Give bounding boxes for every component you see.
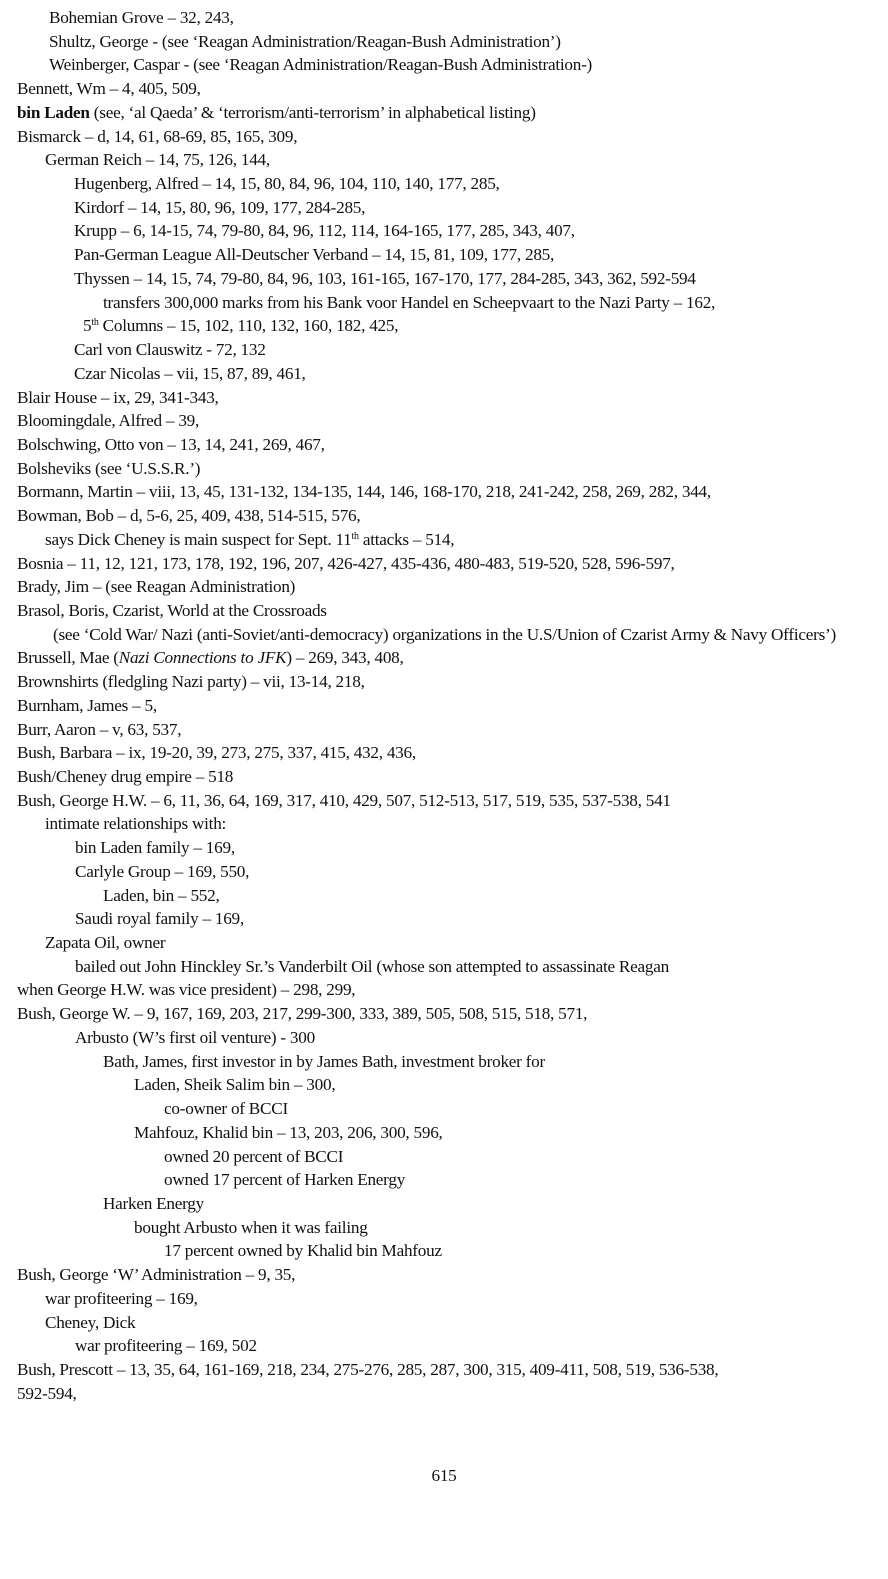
index-line: Bormann, Martin – viii, 13, 45, 131-132, 134-135, 144, 146, 168-170, 218, 241-242, 258, 269, 282, 344, (17, 482, 711, 502)
index-line: co-owner of BCCI (164, 1099, 288, 1119)
index-line: bought Arbusto when it was failing (134, 1217, 368, 1237)
index-line: Bush, George W. – 9, 167, 169, 203, 217, 299-300, 333, 389, 505, 508, 515, 518, 571, (17, 1004, 588, 1024)
index-line: Bosnia – 11, 12, 121, 173, 178, 192, 196, 207, 426-427, 435-436, 480-483, 519-520, 528, 596-597, (17, 553, 675, 573)
index-line-text: ) – 269, 343, 408, (286, 648, 404, 668)
index-line: Zapata Oil, owner (45, 933, 166, 953)
index-line-wrapped: (see ‘Cold War/ Nazi (anti-Soviet/anti-democracy) organizations in the U.S/Union of Czarist Army & Navy Officers’) (53, 624, 836, 644)
index-line: Bolsheviks (see ‘U.S.S.R.’) (17, 458, 201, 478)
index-line: Bowman, Bob – d, 5-6, 25, 409, 438, 514-515, 576, (17, 506, 361, 526)
index-line: Cheney, Dick (45, 1312, 136, 1332)
index-line-text: attacks – 514, (358, 529, 455, 549)
italic-title: Nazi Connections to JFK (118, 648, 287, 668)
index-line: transfers 300,000 marks from his Bank voor Handel en Scheepvaart to the Nazi Party – 162, (103, 292, 716, 312)
index-line-text: Columns – 15, 102, 110, 132, 160, 182, 425, (98, 316, 399, 336)
index-line: Hugenberg, Alfred – 14, 15, 80, 84, 96, 104, 110, 140, 177, 285, (74, 174, 500, 194)
index-line: Burr, Aaron – v, 63, 537, (17, 719, 182, 739)
index-line-text: (see, ‘al Qaeda’ & ‘terrorism/anti-terrorism’ in alphabetical listing) (89, 102, 536, 122)
index-line: Bush, Barbara – ix, 19-20, 39, 273, 275, 337, 415, 432, 436, (17, 743, 416, 763)
index-line: bailed out John Hinckley Sr.’s Vanderbilt Oil (whose son attempted to assassinate Reagan (75, 956, 669, 976)
index-line: when George H.W. was vice president) – 298, 299, (17, 980, 356, 1000)
index-line: 17 percent owned by Khalid bin Mahfouz (164, 1241, 442, 1261)
index-line: Burnham, James – 5, (17, 695, 157, 715)
index-line: Weinberger, Caspar - (see ‘Reagan Administration/Reagan-Bush Administration-) (49, 55, 593, 75)
index-line: Brasol, Boris, Czarist, World at the Crossroads (17, 600, 327, 620)
index-line: German Reich – 14, 75, 126, 144, (45, 150, 270, 170)
index-line: Kirdorf – 14, 15, 80, 96, 109, 177, 284-285, (74, 197, 366, 217)
index-line-text: says Dick Cheney is main suspect for Sept. 11 (45, 529, 352, 549)
index-line: Bush, Prescott – 13, 35, 64, 161-169, 218, 234, 275-276, 285, 287, 300, 315, 409-411, 508, 519, 536-538, (17, 1359, 719, 1379)
index-line: war profiteering – 169, (45, 1288, 198, 1308)
index-line (17, 646, 869, 670)
index-line: Thyssen – 14, 15, 74, 79-80, 84, 96, 103, 161-165, 167-170, 177, 284-285, 343, 362, 592-594 (74, 268, 696, 288)
index-line: Bloomingdale, Alfred – 39, (17, 411, 200, 431)
index-line: Laden, Sheik Salim bin – 300, (134, 1075, 336, 1095)
index-line: Krupp – 6, 14-15, 74, 79-80, 84, 96, 112, 114, 164-165, 177, 285, 343, 407, (74, 221, 575, 241)
index-line: Bennett, Wm – 4, 405, 509, (17, 79, 201, 99)
index-line-text: 5 (83, 316, 92, 336)
index-line: Carlyle Group – 169, 550, (75, 861, 250, 881)
index-line: 592-594, (17, 1383, 77, 1403)
index-line: Bush, George ‘W’ Administration – 9, 35, (17, 1265, 296, 1285)
index-line: Bismarck – d, 14, 61, 68-69, 85, 165, 309, (17, 126, 298, 146)
index-entries (17, 6, 869, 1405)
index-line-text: Brussell, Mae ( (17, 648, 119, 668)
index-line: Czar Nicolas – vii, 15, 87, 89, 461, (74, 363, 306, 383)
index-line: owned 17 percent of Harken Energy (164, 1170, 406, 1190)
index-line: Mahfouz, Khalid bin – 13, 203, 206, 300, 596, (134, 1122, 443, 1142)
index-line: Bolschwing, Otto von – 13, 14, 241, 269, 467, (17, 434, 325, 454)
index-line: Saudi royal family – 169, (75, 909, 244, 929)
index-line: Arbusto (W’s first oil venture) - 300 (75, 1027, 315, 1047)
index-line: Bush/Cheney drug empire – 518 (17, 767, 234, 786)
index-line: intimate relationships with: (45, 814, 227, 834)
index-line (17, 314, 869, 338)
index-line: Pan-German League All-Deutscher Verband – 14, 15, 81, 109, 177, 285, (74, 245, 555, 265)
index-line (17, 528, 869, 552)
index-line: Harken Energy (103, 1193, 204, 1213)
index-line (17, 101, 869, 125)
index-line: Carl von Clauswitz - 72, 132 (74, 340, 266, 360)
ordinal-superscript: th (351, 530, 359, 542)
page-number: 615 (431, 1466, 457, 1485)
index-line: Bush, George H.W. – 6, 11, 36, 64, 169, 317, 410, 429, 507, 512-513, 517, 519, 535, 537-538, 541 (17, 790, 671, 810)
index-line: Shultz, George - (see ‘Reagan Administration/Reagan-Bush Administration’) (49, 31, 561, 51)
index-line: Bohemian Grove – 32, 243, (49, 8, 234, 27)
index-line: owned 20 percent of BCCI (164, 1146, 344, 1166)
index-line: Blair House – ix, 29, 341-343, (17, 387, 219, 407)
index-line: bin Laden family – 169, (75, 838, 235, 858)
index-line: war profiteering – 169, 502 (75, 1336, 257, 1356)
index-line: Brownshirts (fledgling Nazi party) – vii, 13-14, 218, (17, 672, 365, 692)
index-line: Brady, Jim – (see Reagan Administration) (17, 577, 296, 597)
ordinal-superscript: th (91, 317, 99, 329)
index-line: Bath, James, first investor in by James Bath, investment broker for (103, 1051, 545, 1071)
index-line: Laden, bin – 552, (103, 885, 220, 905)
index-heading-bold: bin Laden (17, 102, 90, 122)
